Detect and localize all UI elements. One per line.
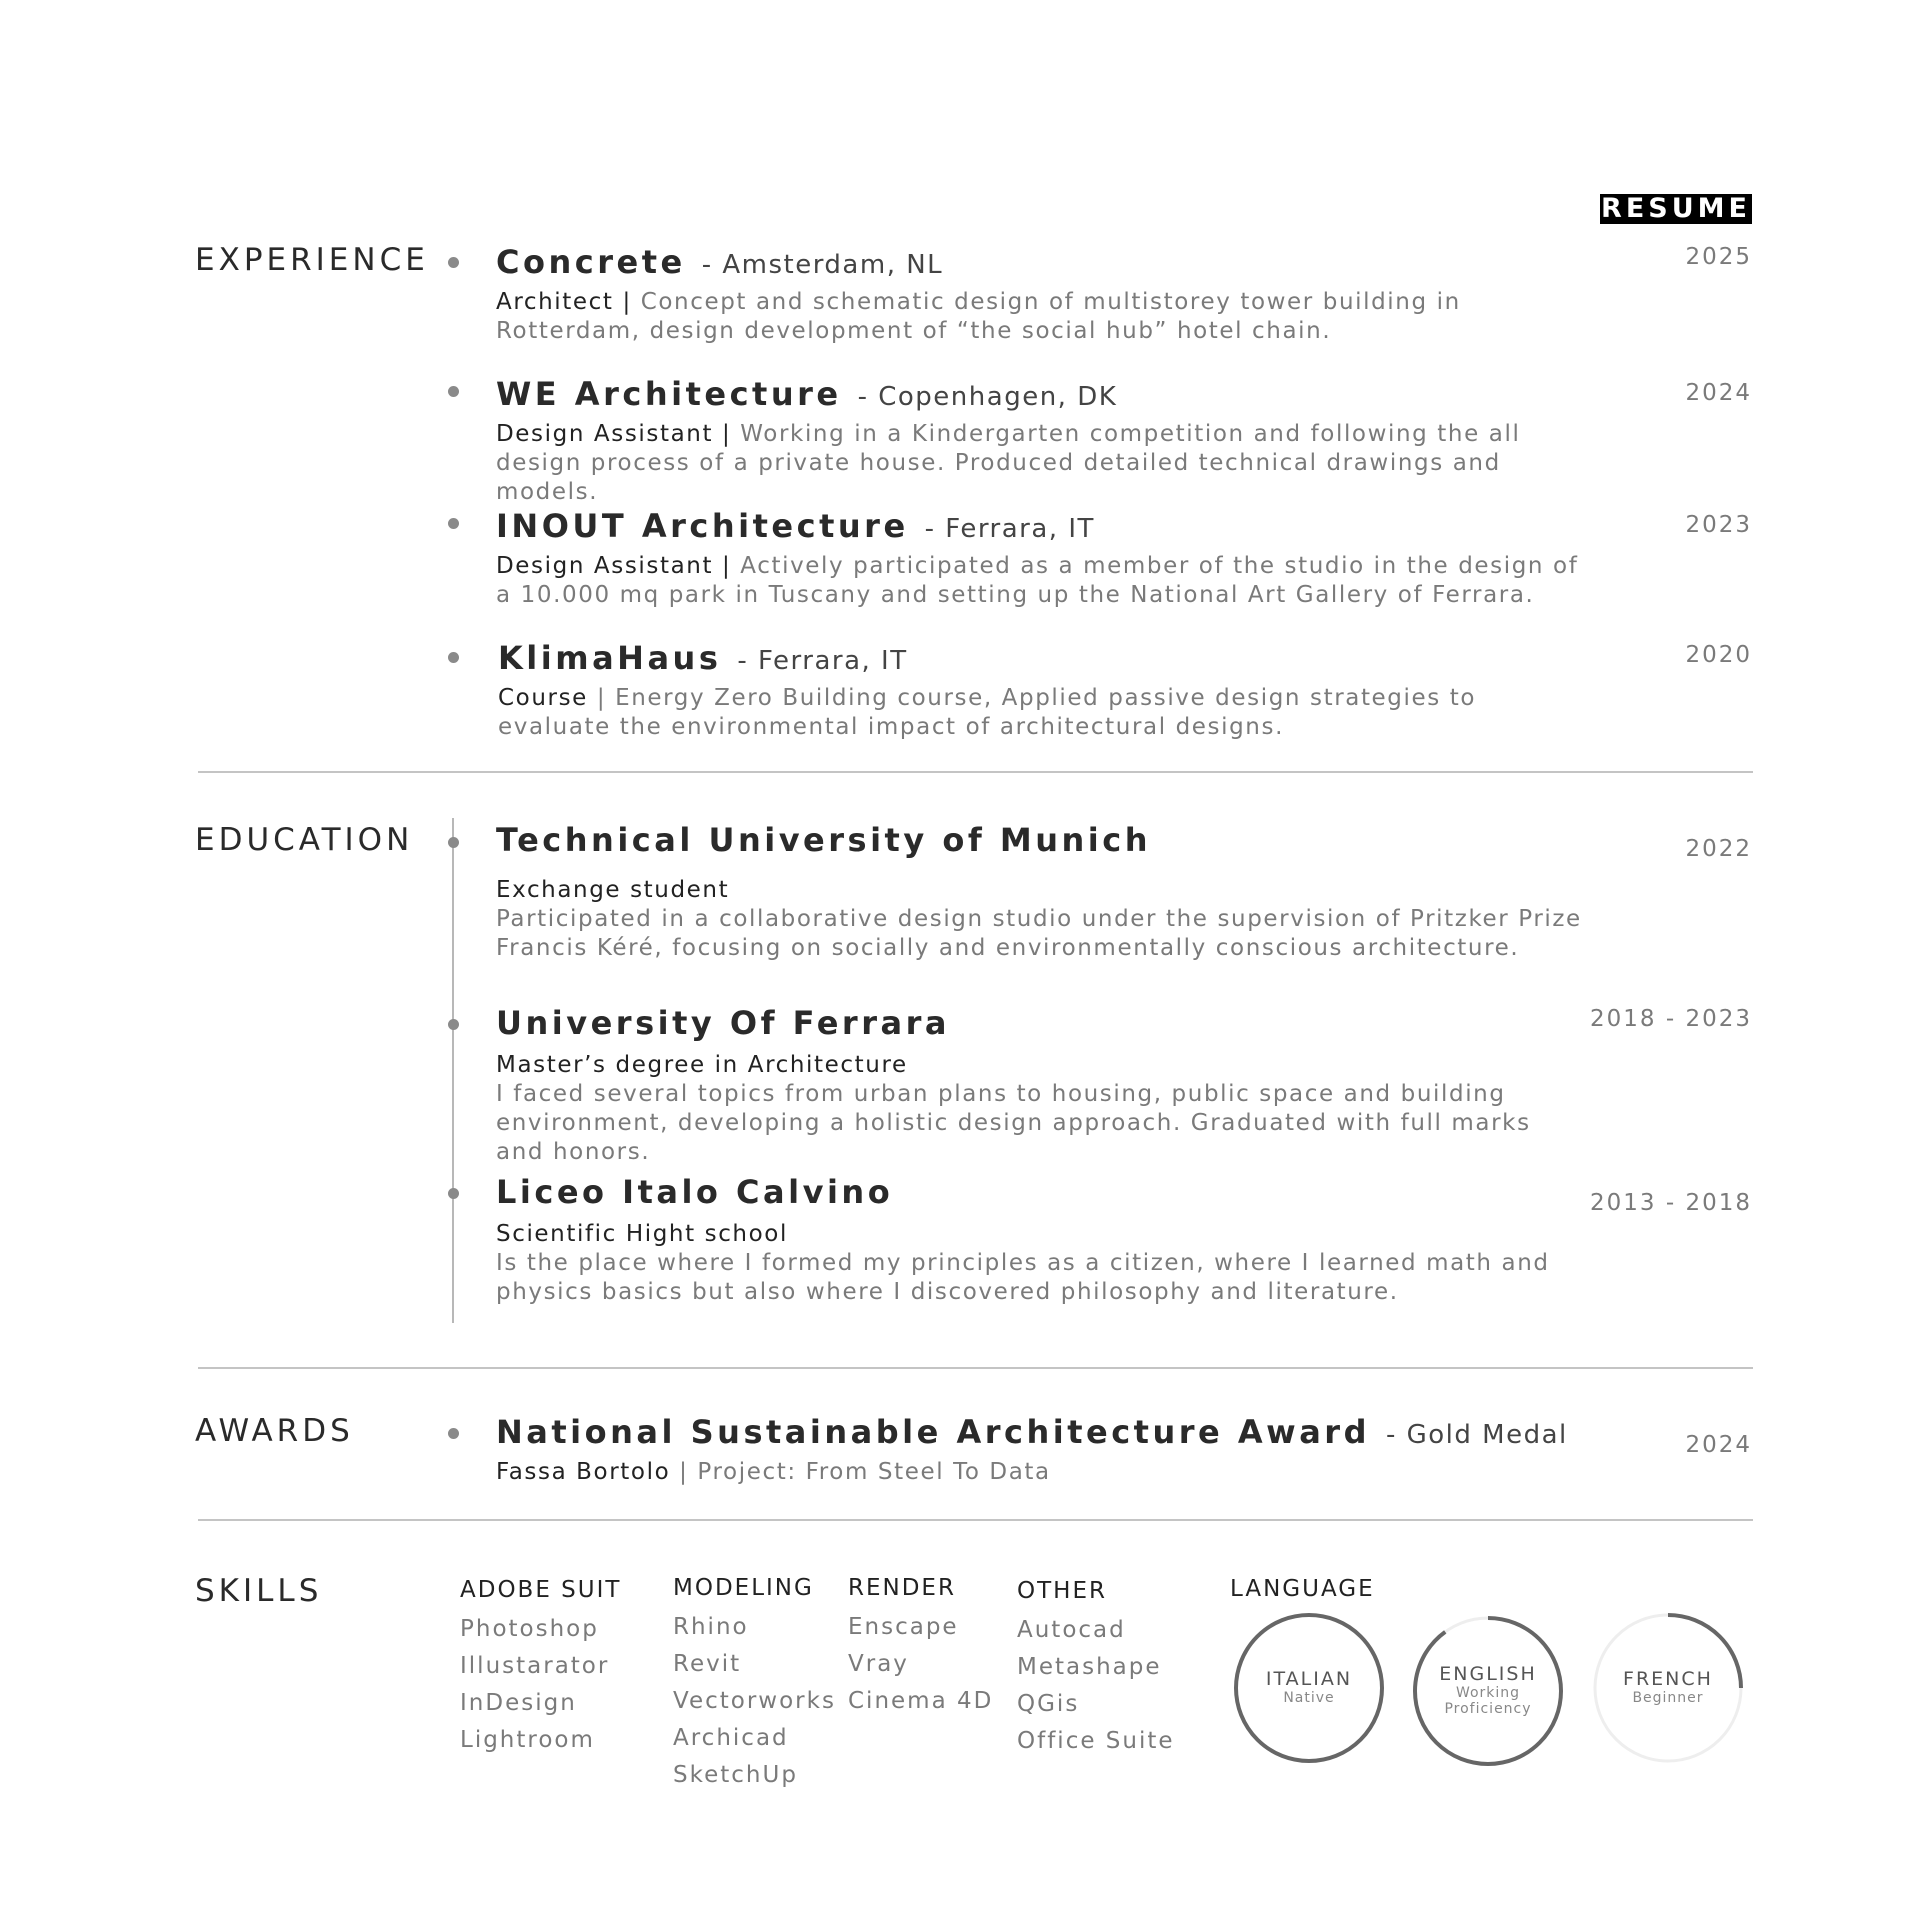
skill-item: Vectorworks (673, 1688, 836, 1714)
skill-group-title: RENDER (848, 1575, 956, 1601)
skill-group-render (848, 1571, 993, 1720)
experience-entry-klimahaus (498, 638, 1588, 742)
awards-section-title: AWARDS (195, 1413, 354, 1449)
skill-group-title: ADOBE SUIT (460, 1577, 622, 1603)
entry-year: 2018 - 2023 (1590, 1006, 1752, 1032)
timeline-dot (448, 837, 459, 848)
entry-year: 2025 (1685, 244, 1752, 270)
entry-year: 2020 (1685, 642, 1752, 668)
entry-location: - Amsterdam, NL (701, 250, 944, 280)
entry-year: 2013 - 2018 (1590, 1190, 1752, 1216)
entry-role: Master’s degree in Architecture (496, 1052, 908, 1078)
entry-year: 2024 (1685, 1432, 1752, 1458)
entry-description: Concept and schematic design of multistorey tower building in Rotterdam, design development of “the social hub” hotel chain. (496, 289, 1461, 344)
language-name: ENGLISH (1439, 1663, 1537, 1685)
skill-group-adobe (460, 1573, 621, 1759)
experience-entry-inout-architecture (496, 506, 1586, 610)
section-divider (198, 771, 1753, 773)
language-ring-italian (1229, 1608, 1389, 1768)
skill-item: Rhino (673, 1614, 749, 1640)
skill-item: Lightroom (460, 1727, 595, 1753)
entry-location: - Ferrara, IT (924, 514, 1095, 544)
education-section-title: EDUCATION (195, 822, 414, 858)
timeline-dot (448, 257, 459, 268)
skills-section-title: SKILLS (195, 1573, 323, 1609)
skill-item: Autocad (1017, 1617, 1126, 1643)
language-name: ITALIAN (1265, 1668, 1353, 1690)
entry-year: 2024 (1685, 380, 1752, 406)
entry-name: National Sustainable Architecture Award (496, 1413, 1370, 1451)
skill-group-other (1017, 1574, 1175, 1760)
entry-role: Design Assistant | (496, 553, 732, 579)
resume-badge: RESUME (1601, 193, 1751, 224)
skill-item: Office Suite (1017, 1728, 1175, 1754)
entry-name: Technical University of Munich (496, 821, 1152, 859)
entry-year: 2022 (1685, 836, 1752, 862)
entry-role: Design Assistant | (496, 421, 732, 447)
timeline-dot (448, 1188, 459, 1199)
skill-item: Enscape (848, 1614, 959, 1640)
entry-description: Is the place where I formed my principles as a citizen, where I learned math and physics basics but also where I discovered philosophy and literature. (496, 1250, 1550, 1305)
section-divider (198, 1367, 1753, 1369)
entry-name: Concrete (496, 243, 686, 281)
entry-name: University Of Ferrara (496, 1004, 950, 1042)
education-entry-liceo (496, 1172, 1586, 1307)
entry-role: Course (498, 685, 588, 711)
skill-item: Illustarator (460, 1653, 610, 1679)
language-title: LANGUAGE (1230, 1576, 1375, 1602)
skill-item: Photoshop (460, 1616, 599, 1642)
timeline-dot (448, 518, 459, 529)
language-name: FRENCH (1623, 1668, 1713, 1690)
entry-description: I faced several topics from urban plans to housing, public space and building environment, developing a holistic design approach. Graduated with full marks and honors. (496, 1081, 1531, 1165)
language-ring-english (1408, 1611, 1568, 1771)
entry-role: Exchange student (496, 877, 730, 903)
education-entry-tum (496, 820, 1586, 963)
entry-name: WE Architecture (496, 375, 842, 413)
entry-location: - Gold Medal (1385, 1420, 1568, 1450)
skill-item: Archicad (673, 1725, 789, 1751)
skill-group-modeling (673, 1571, 836, 1794)
experience-entry-we-architecture (496, 374, 1586, 507)
language-ring-french (1588, 1608, 1748, 1768)
skill-item: QGis (1017, 1691, 1080, 1717)
award-entry (496, 1412, 1646, 1487)
entry-name: Liceo Italo Calvino (496, 1173, 894, 1211)
skill-item: SketchUp (673, 1762, 798, 1788)
entry-role: Fassa Bortolo (496, 1459, 671, 1485)
language-level: Beginner (1632, 1690, 1704, 1706)
entry-description: Working in a Kindergarten competition and following the all design process of a private house. Produced detailed technical drawings and models. (496, 421, 1521, 505)
timeline-dot (448, 1428, 459, 1439)
entry-location: - Copenhagen, DK (857, 382, 1118, 412)
entry-description: | Project: From Steel To Data (679, 1459, 1051, 1485)
entry-description: | Energy Zero Building course, Applied passive design strategies to evaluate the environmental impact of architectural designs. (498, 685, 1477, 740)
skill-item: Cinema 4D (848, 1688, 994, 1714)
entry-location: - Ferrara, IT (737, 646, 908, 676)
skill-item: Vray (848, 1651, 909, 1677)
skill-group-title: MODELING (673, 1575, 814, 1601)
entry-role: Architect | (496, 289, 632, 315)
experience-section-title: EXPERIENCE (195, 242, 429, 278)
education-entry-ferrara (496, 1003, 1586, 1167)
skill-item: InDesign (460, 1690, 577, 1716)
entry-name: KlimaHaus (498, 639, 722, 677)
language-level: Native (1283, 1690, 1335, 1706)
entry-name: INOUT Architecture (496, 507, 909, 545)
section-divider (198, 1519, 1753, 1521)
skill-group-title: OTHER (1017, 1578, 1107, 1604)
entry-role: Scientific Hight school (496, 1221, 788, 1247)
language-level: Working Proficiency (1444, 1685, 1532, 1717)
timeline-dot (448, 652, 459, 663)
skill-item: Revit (673, 1651, 742, 1677)
entry-description: Actively participated as a member of the studio in the design of a 10.000 mq park in Tuscany and setting up the National Art Gallery of Ferrara. (496, 553, 1579, 608)
experience-entry-concrete (496, 242, 1586, 346)
entry-description: Participated in a collaborative design studio under the supervision of Pritzker Prize Francis Kéré, focusing on socially and environmentally conscious architecture. (496, 906, 1582, 961)
entry-year: 2023 (1685, 512, 1752, 538)
timeline-dot (448, 386, 459, 397)
education-timeline-line (452, 818, 454, 1323)
timeline-dot (448, 1019, 459, 1030)
skill-item: Metashape (1017, 1654, 1162, 1680)
